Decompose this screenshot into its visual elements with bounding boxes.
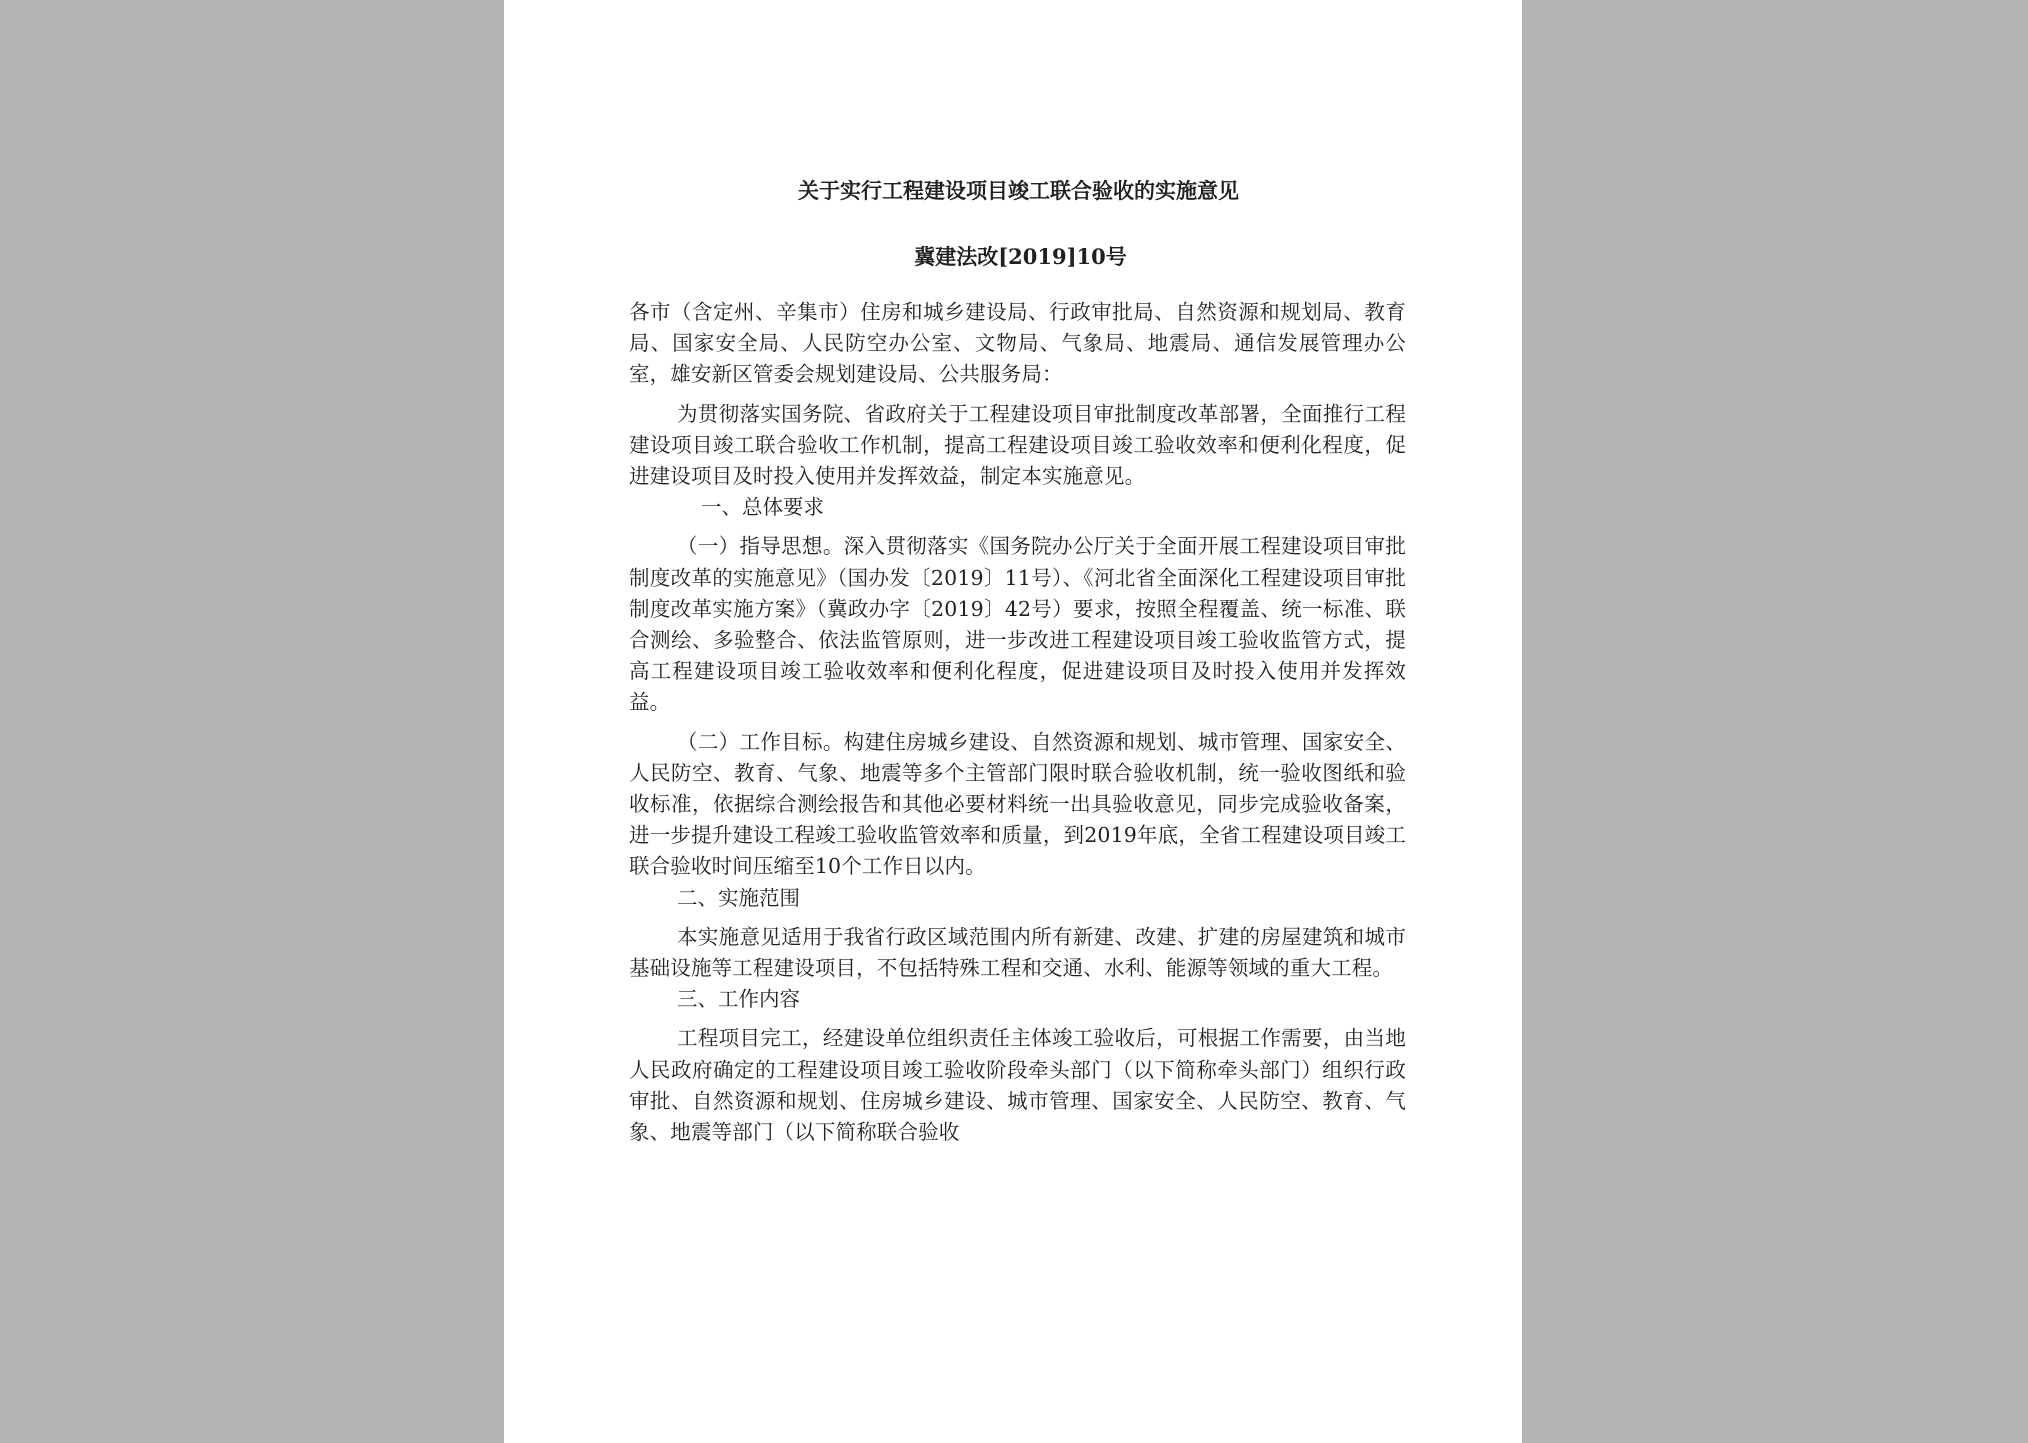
work-goal-paragraph: （二）工作目标。构建住房城乡建设、自然资源和规划、城市管理、国家安全、人民防空、教育、气象、地震等多个主管部门限时联合验收机制，统一验收图纸和验收标准，依据综合测绘报告和其他必要材料统一出具验收意见，同步完成验收备案，进一步提升建设工程竣工验收监管效率和质量，到2019年底，全省工程建设项目竣工联合验收时间压缩至10个工作日以内。 (629, 729, 1406, 879)
section-heading-scope: 二、实施范围 (677, 885, 800, 910)
intro-paragraph: 为贯彻落实国务院、省政府关于工程建设项目审批制度改革部署，全面推行工程建设项目竣工联合验收工作机制，提高工程建设项目竣工验收效率和便利化程度，促进建设项目及时投入使用并发挥效益，制定本实施意见。 (629, 401, 1406, 489)
work-content-paragraph: 工程项目完工，经建设单位组织责任主体竣工验收后，可根据工作需要，由当地人民政府确定的工程建设项目竣工验收阶段牵头部门（以下简称牵头部门）组织行政审批、自然资源和规划、住房城乡建设、城市管理、国家安全、人民防空、教育、气象、地震等部门（以下简称联合验收 (629, 1026, 1406, 1145)
document-content (629, 176, 1406, 1148)
section-heading-work-content: 三、工作内容 (677, 987, 800, 1012)
document-title: 关于实行工程建设项目竣工联合验收的实施意见 (798, 178, 1239, 203)
document-number: 冀建法改[2019]10号 (914, 244, 1127, 269)
document-page (504, 0, 1522, 1443)
scope-paragraph: 本实施意见适用于我省行政区域范围内所有新建、改建、扩建的房屋建筑和城市基础设施等工程建设项目，不包括特殊工程和交通、水利、能源等领域的重大工程。 (629, 924, 1406, 981)
section-heading-general-requirements: 一、总体要求 (701, 495, 824, 520)
guiding-principle-paragraph: （一）指导思想。深入贯彻落实《国务院办公厅关于全面开展工程建设项目审批制度改革的实施意见》（国办发〔2019〕11号）、《河北省全面深化工程建设项目审批制度改革实施方案》（冀政办字〔2019〕42号）要求，按照全程覆盖、统一标准、联合测绘、多验整合、依法监管原则，进一步改进工程建设项目竣工验收监管方式，提高工程建设项目竣工验收效率和便利化程度，促进建设项目及时投入使用并发挥效益。 (629, 534, 1406, 715)
addressee-paragraph: 各市（含定州、辛集市）住房和城乡建设局、行政审批局、自然资源和规划局、教育局、国家安全局、人民防空办公室、文物局、气象局、地震局、通信发展管理办公室，雄安新区管委会规划建设局、公共服务局： (629, 300, 1406, 387)
